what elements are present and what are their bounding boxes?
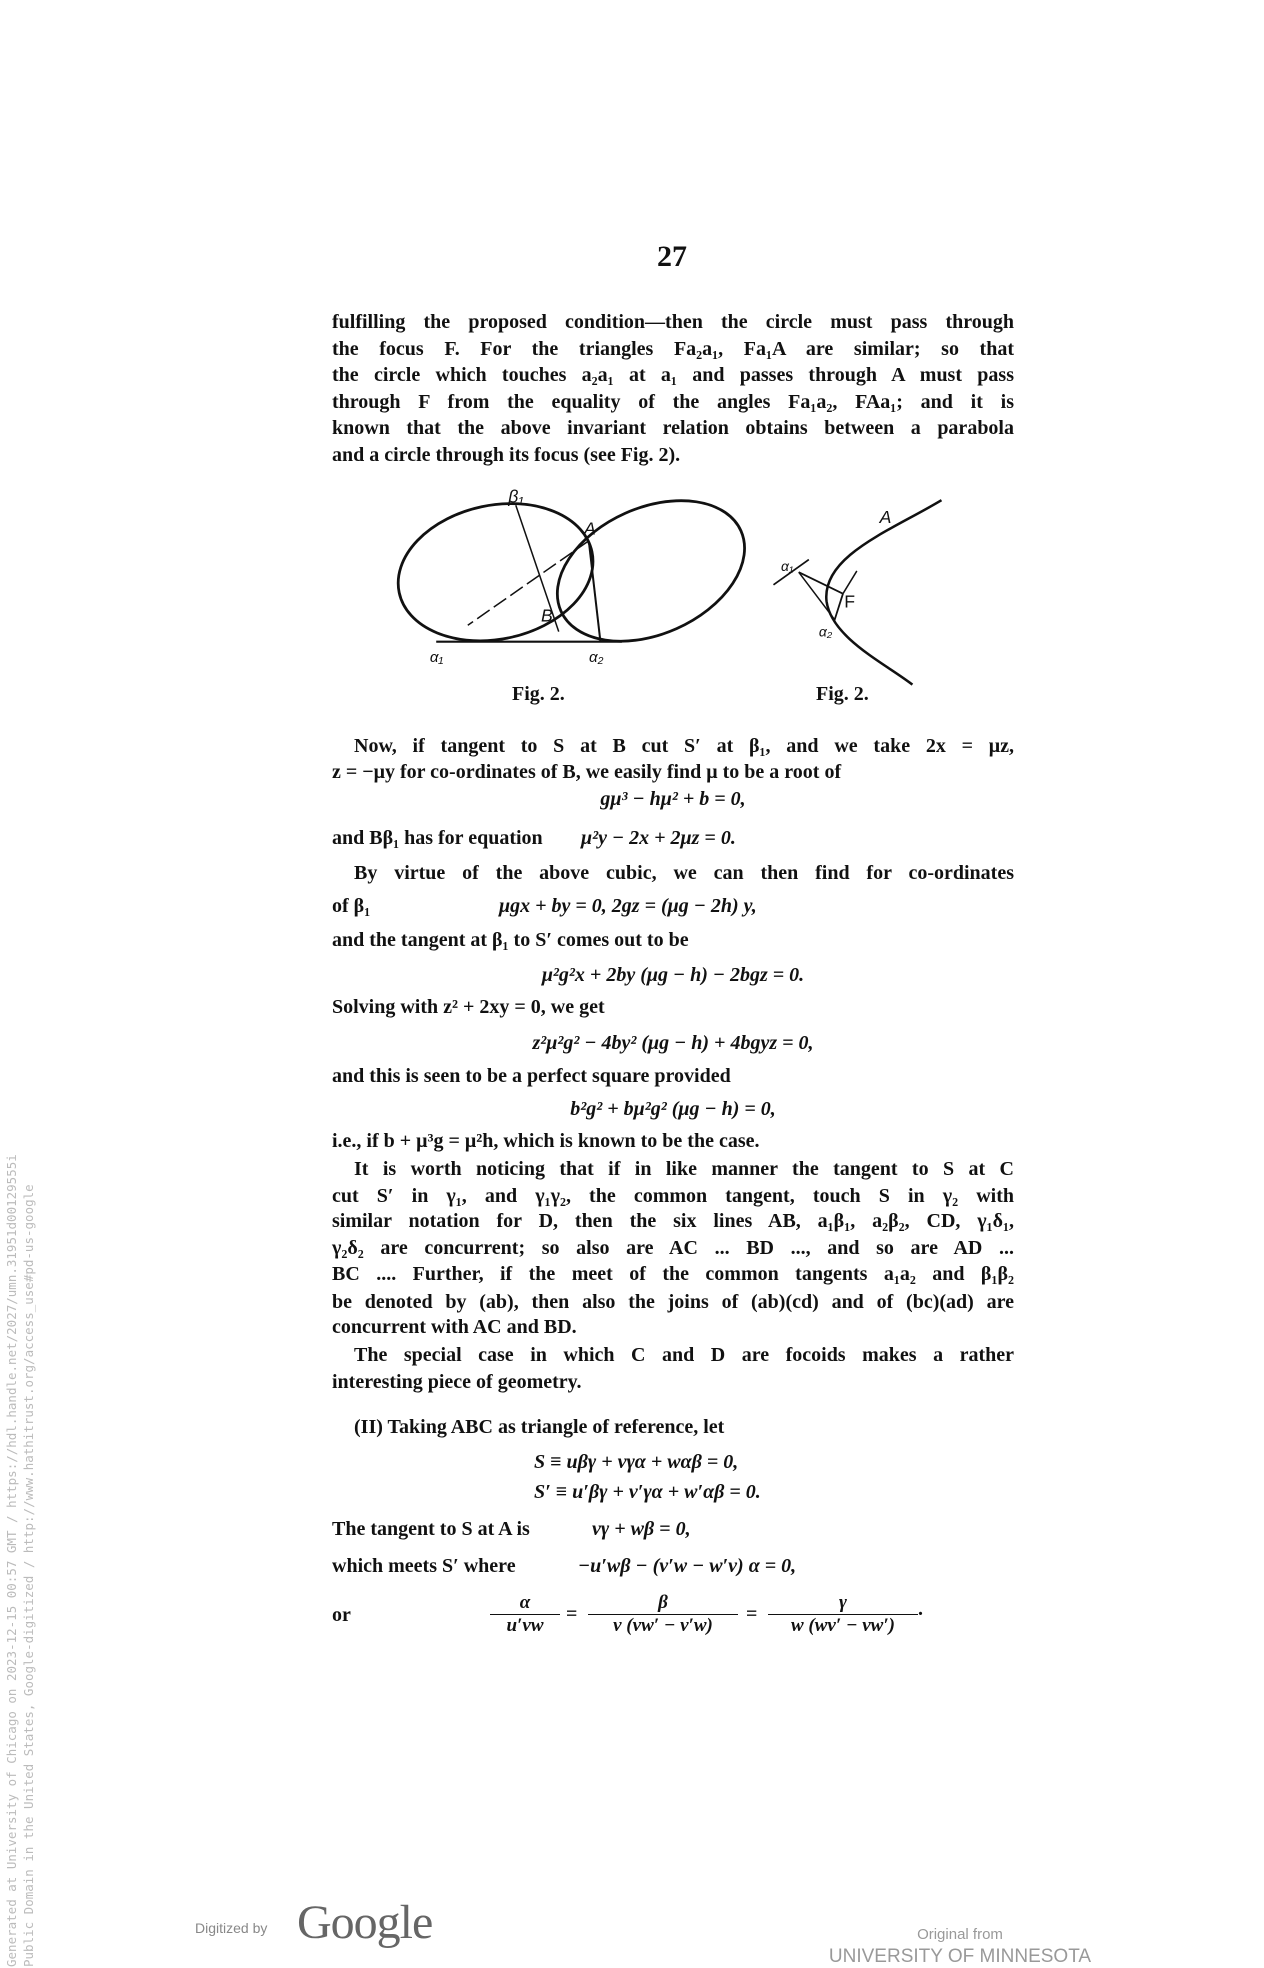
figure-caption-left: Fig. 2. <box>512 683 565 705</box>
text-line: It is worth noticing that if in like manner the tangent to S at C <box>354 1158 1014 1180</box>
numerator: β <box>588 1592 738 1615</box>
line-a-center <box>468 541 589 626</box>
digitized-by-label: Digitized by <box>195 1920 268 1936</box>
fraction <box>588 1592 738 1637</box>
text-line: the circle which touches a₂a₁ at a₁ and passes through A must pass <box>332 364 1014 386</box>
label-b: B <box>541 605 553 626</box>
equals-sign: = <box>566 1603 578 1625</box>
equation: vγ + wβ = 0, <box>592 1518 691 1540</box>
label-alpha2-parabola: α₂ <box>818 623 833 640</box>
equation-s: S ≡ uβγ + vγα + wαβ = 0, <box>534 1451 739 1473</box>
equals-sign: = <box>746 1603 758 1625</box>
conic-s <box>385 486 606 658</box>
label-alpha2: α₂ <box>589 648 604 666</box>
text-line: and the tangent at β₁ to S′ comes out to be <box>332 929 689 951</box>
text-line: By virtue of the above cubic, we can then find for co-ordinates <box>354 862 1014 884</box>
numerator: γ <box>768 1592 918 1615</box>
text-line: and Bβ₁ has for equation <box>332 827 543 849</box>
text-line: interesting piece of geometry. <box>332 1371 582 1393</box>
line-f-up <box>843 571 857 594</box>
line-alpha1-alpha2 <box>799 572 834 619</box>
equation: z²μ²g² − 4by² (μg − h) + 4bgyz = 0, <box>532 1032 814 1054</box>
text-line: BC .... Further, if the meet of the common tangents a₁a₂ and β₁β₂ <box>332 1263 1014 1285</box>
conic-s-prime <box>535 473 766 669</box>
equation: gμ³ − hμ² + b = 0, <box>600 788 746 810</box>
fraction <box>490 1592 560 1637</box>
line-f-alpha2 <box>834 594 843 622</box>
watermark-line: Public Domain in the United States, Google-digitized / http://www.hathitrust.org/access_use#pd-us-google <box>21 1184 36 1967</box>
original-from-label: Original from <box>917 1926 1003 1943</box>
denominator: v (vw′ − v′w) <box>613 1615 713 1636</box>
hathitrust-watermark <box>3 967 37 1967</box>
text-line: i.e., if b + μ³g = μ²h, which is known to be the case. <box>332 1130 760 1152</box>
text-line: γ₂δ₂ are concurrent; so also are AC ... BD ..., and so are AD ... <box>332 1237 1014 1259</box>
equation: μ²y − 2x + 2μz = 0. <box>581 827 736 849</box>
text-line: and a circle through its focus (see Fig. 2). <box>332 444 681 466</box>
text-line: through F from the equality of the angles Fa₁a₂, FAa₁; and it is <box>332 391 1014 413</box>
numerator: α <box>490 1592 560 1615</box>
text-line: be denoted by (ab), then also the joins of (ab)(cd) and of (bc)(ad) are <box>332 1291 1014 1313</box>
equation: −u′wβ − (v′w − w′v) α = 0, <box>578 1555 797 1577</box>
text-line: of β₁ <box>332 895 371 917</box>
fraction <box>768 1592 918 1637</box>
label-alpha1: α₁ <box>429 648 444 666</box>
label-beta1: β₁ <box>508 486 524 507</box>
text-line: Solving with z² + 2xy = 0, we get <box>332 996 605 1018</box>
original-from <box>820 1926 1100 1968</box>
line-a-alpha2 <box>589 543 600 642</box>
figure-2-diagrams <box>0 0 1264 720</box>
text-line: which meets S′ where <box>332 1555 516 1577</box>
label-alpha1-parabola: α₁ <box>781 557 794 574</box>
text-line: Now, if tangent to S at B cut S′ at β₁, and we take 2x = μz, <box>354 735 1014 757</box>
institution-name: UNIVERSITY OF MINNESOTA <box>828 1946 1092 1967</box>
watermark-line: Generated at University of Chicago on 2023-12-15 00:57 GMT / https://hdl.handle.net/2027/umn.31951d00129555i <box>4 1154 19 1967</box>
line-alpha1-f <box>799 572 843 593</box>
text-line: z = −μy for co-ordinates of B, we easily find μ to be a root of <box>332 761 842 783</box>
text-line: the focus F. For the triangles Fa₂a₁, Fa₁A are similar; so that <box>332 338 1014 360</box>
equation: b²g² + bμ²g² (μg − h) = 0, <box>570 1098 776 1120</box>
equation: μgx + by = 0, 2gz = (μg − 2h) y, <box>499 895 757 917</box>
equation-s-prime: S′ ≡ u′βγ + v′γα + w′αβ = 0. <box>534 1481 761 1503</box>
label-a-parabola: A <box>879 506 892 527</box>
denominator: w (wv′ − vw′) <box>791 1615 895 1636</box>
page-number: 27 <box>657 240 687 273</box>
text-line: cut S′ in γ₁, and γ₁γ₂, the common tangent, touch S in γ₂ with <box>332 1185 1014 1207</box>
label-a: A <box>584 518 596 539</box>
figure-caption-right: Fig. 2. <box>816 683 869 705</box>
section-heading: (II) Taking ABC as triangle of reference, let <box>354 1416 725 1438</box>
denominator: u′vw <box>506 1615 544 1636</box>
period: . <box>918 1598 923 1620</box>
text-line: The special case in which C and D are focoids makes a rather <box>354 1344 1014 1366</box>
text-line: and this is seen to be a perfect square provided <box>332 1065 731 1087</box>
google-logo: Google <box>297 1896 433 1949</box>
label-f: F <box>844 591 856 612</box>
text-line: fulfilling the proposed condition—then the circle must pass through <box>332 311 1014 333</box>
text-line: known that the above invariant relation obtains between a parabola <box>332 417 1014 439</box>
text-line: similar notation for D, then the six lines AB, a₁β₁, a₂β₂, CD, γ₁δ₁, <box>332 1210 1014 1232</box>
equation: μ²g²x + 2by (μg − h) − 2bgz = 0. <box>541 964 805 986</box>
text-line: The tangent to S at A is <box>332 1518 530 1540</box>
text-line: concurrent with AC and BD. <box>332 1316 577 1338</box>
text-line: or <box>332 1604 351 1626</box>
